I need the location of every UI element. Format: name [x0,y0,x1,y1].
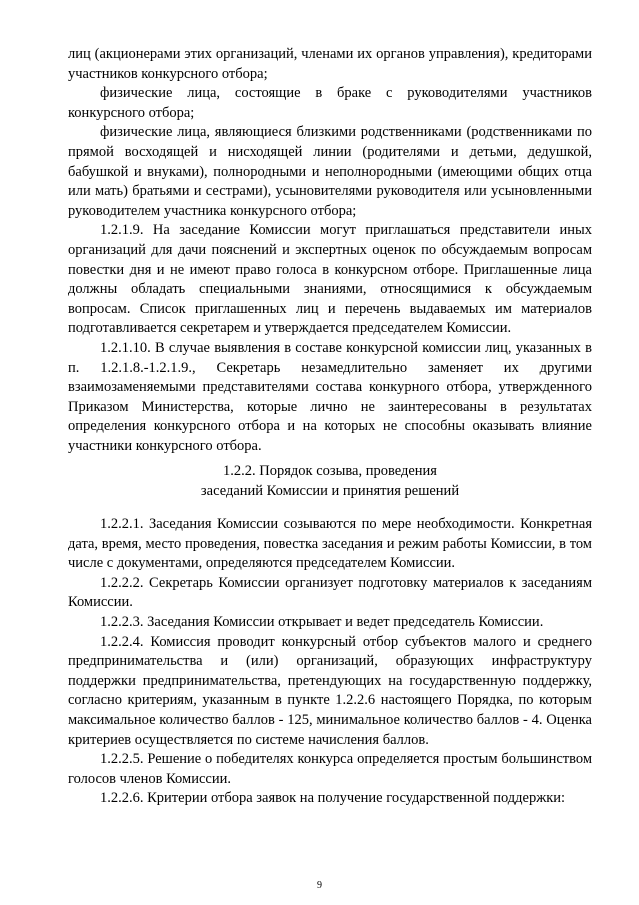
page-number: 9 [317,880,322,891]
section-heading [68,462,592,501]
paragraph-1-2-1-10: 1.2.1.10. В случае выявления в составе конкурсной комиссии лиц, указанных в п. 1.2.1.8.-1.2.1.9., Секретарь незамедлительно заменяет их другими взаимозаменяемыми представителями состава конкурного отбора, утвержденного Приказом Министерства, которые лично не заинтересованы в результатах определения конкурсного отбора и на которых не способны оказывать влияние участники конкурсного отбора. [68,339,592,454]
paragraph-1-2-2-1: 1.2.2.1. Заседания Комиссии созываются по мере необходимости. Конкретная дата, время, место проведения, повестка заседания и режим работы Комиссии, в том числе с документами, определяются председателем Комиссии. [68,516,592,572]
section-1-text [68,45,592,456]
paragraph-1-2-2-4: 1.2.2.4. Комиссия проводит конкурсный отбор субъектов малого и среднего предпринимательства и (или) организаций, образующих инфраструктуру поддержки предпринимательства, претендующих на государственную поддержку, согласно критериям, указанным в пункте 1.2.2.6 настоящего Порядка, по которым максимальное количество баллов - 125, минимальное количество баллов - 4. Оценка критериев осуществляется по системе начисления баллов. [68,633,592,748]
paragraph-1-2-2-3: 1.2.2.3. Заседания Комиссии открывает и ведет председатель Комиссии. [100,613,544,630]
section-2-text [68,515,592,809]
heading-line-2: заседаний Комиссии и принятия решений [200,482,460,499]
heading-line-1: 1.2.2. Порядок созыва, проведения [223,463,437,479]
paragraph-1-2-2-5: 1.2.2.5. Решение о победителях конкурса определяется простым большинством голосов членов Комиссии. [68,751,592,787]
paragraph-continuation: лиц (акционерами этих организаций, членами их органов управления), кредиторами участников конкурсного отбора; [68,46,592,82]
paragraph-1-2-2-6: 1.2.2.6. Критерии отбора заявок на получение государственной поддержки: [100,790,566,807]
paragraph-1-2-1-9: 1.2.1.9. На заседание Комиссии могут приглашаться представители иных организаций для дачи пояснений и экспертных оценок по обсуждаемым вопросам повестки дня и не имеют право голоса в конкурсном отборе. Приглашенные лица должны обладать специальными знаниями, относящимися к обсуждаемым вопросам. Список приглашенных лиц и перечень выдаваемых им материалов подготавливается секретарем и утверждается председателем Комиссии. [68,222,592,337]
paragraph-relatives: физические лица, являющиеся близкими родственниками (родственниками по прямой восходящей и нисходящей линии (родителями и детьми, дедушкой, бабушкой и внуками), полнородными и неполнородными (имеющими общих отца или мать) братьями и сестрами), усыновителями руководителя или усыновленными руководителем участника конкурсного отбора; [68,124,592,219]
paragraph-spouses: физические лица, состоящие в браке с руководителями участников конкурсного отбора; [68,85,592,121]
paragraph-1-2-2-2: 1.2.2.2. Секретарь Комиссии организует подготовку материалов к заседаниям Комиссии. [68,574,592,611]
